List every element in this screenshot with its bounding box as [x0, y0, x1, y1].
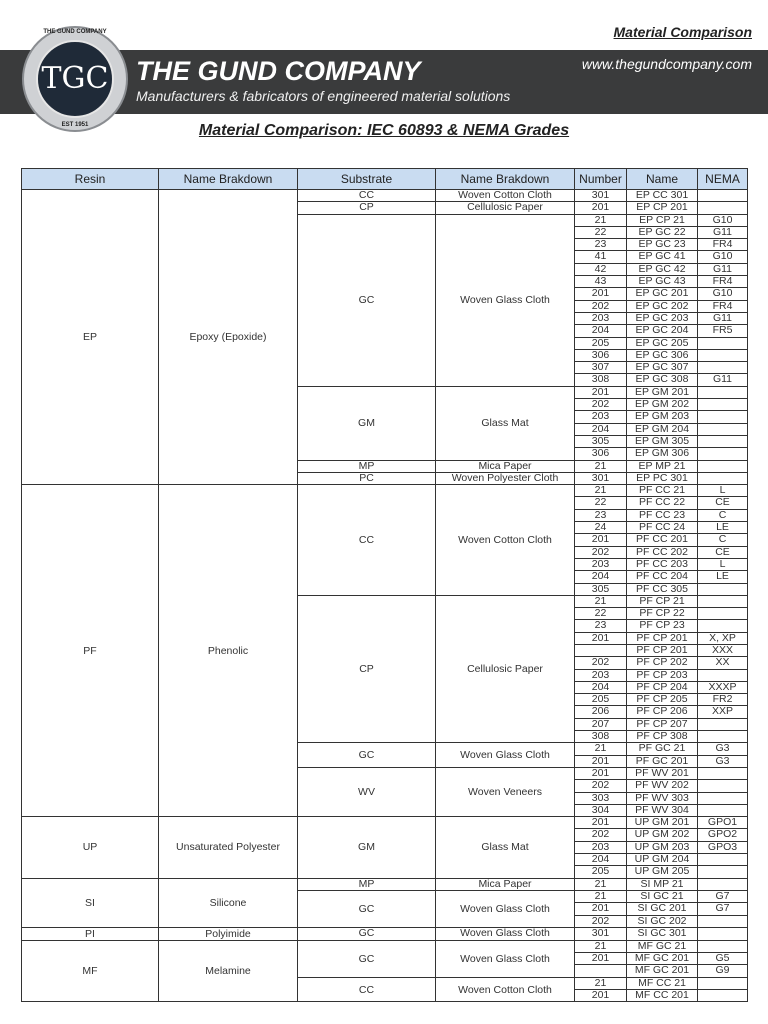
number-cell: 202 [575, 399, 627, 411]
nema-grade-cell [698, 583, 748, 595]
nema-grade-cell: FR2 [698, 694, 748, 706]
company-logo [22, 26, 128, 132]
nema-grade-cell: CE [698, 546, 748, 558]
grade-name-cell: PF CC 24 [627, 522, 698, 534]
number-cell: 22 [575, 497, 627, 509]
table-header-row [22, 169, 748, 190]
number-cell: 22 [575, 608, 627, 620]
substrate-name-cell: Woven Cotton Cloth [436, 485, 575, 596]
substrate-name-cell: Woven Cotton Cloth [436, 190, 575, 202]
grade-name-cell: PF CP 205 [627, 694, 698, 706]
nema-grade-cell [698, 460, 748, 472]
number-cell: 205 [575, 694, 627, 706]
nema-grade-cell: G11 [698, 312, 748, 324]
grade-name-cell: EP GC 308 [627, 374, 698, 386]
number-cell [575, 644, 627, 656]
nema-grade-cell: GPO2 [698, 829, 748, 841]
table-body [22, 190, 748, 1002]
nema-grade-cell: CE [698, 497, 748, 509]
nema-grade-cell: FR4 [698, 276, 748, 288]
number-cell: 202 [575, 780, 627, 792]
resin-code-cell: PI [22, 927, 159, 940]
number-cell: 43 [575, 276, 627, 288]
substrate-code-cell: CC [298, 485, 436, 596]
nema-grade-cell: G10 [698, 288, 748, 300]
nema-grade-cell: FR4 [698, 300, 748, 312]
grade-name-cell: PF WV 202 [627, 780, 698, 792]
grade-name-cell: PF GC 201 [627, 755, 698, 767]
nema-grade-cell [698, 448, 748, 460]
number-cell: 206 [575, 706, 627, 718]
substrate-code-cell: CC [298, 190, 436, 202]
nema-grade-cell [698, 435, 748, 447]
logo-ring-top-text: THE GUND COMPANY [43, 29, 107, 35]
nema-grade-cell: X, XP [698, 632, 748, 644]
resin-code-cell: UP [22, 817, 159, 878]
number-cell: 201 [575, 632, 627, 644]
resin-name-cell: Melamine [159, 940, 298, 1001]
grade-name-cell: PF CP 203 [627, 669, 698, 681]
nema-grade-cell: FR4 [698, 239, 748, 251]
nema-grade-cell [698, 866, 748, 878]
substrate-code-cell: GM [298, 817, 436, 878]
nema-grade-cell [698, 767, 748, 779]
number-cell: 201 [575, 953, 627, 965]
number-cell [575, 965, 627, 977]
grade-name-cell: PF WV 303 [627, 792, 698, 804]
nema-grade-cell: G3 [698, 755, 748, 767]
grade-name-cell: PF CC 23 [627, 509, 698, 521]
grade-name-cell: EP GC 205 [627, 337, 698, 349]
nema-grade-cell [698, 915, 748, 927]
grade-name-cell: EP GC 202 [627, 300, 698, 312]
grade-name-cell: MF GC 201 [627, 953, 698, 965]
nema-grade-cell [698, 940, 748, 952]
grade-name-cell: PF CP 21 [627, 595, 698, 607]
number-cell: 201 [575, 534, 627, 546]
number-cell: 202 [575, 300, 627, 312]
nema-grade-cell [698, 349, 748, 361]
number-cell: 203 [575, 312, 627, 324]
nema-grade-cell [698, 202, 748, 214]
number-cell: 202 [575, 546, 627, 558]
substrate-code-cell: GC [298, 940, 436, 977]
number-cell: 205 [575, 866, 627, 878]
nema-grade-cell: G11 [698, 374, 748, 386]
nema-grade-cell: G10 [698, 214, 748, 226]
grade-name-cell: PF GC 21 [627, 743, 698, 755]
resin-code-cell: MF [22, 940, 159, 1001]
nema-grade-cell [698, 472, 748, 484]
grade-name-cell: EP GC 22 [627, 226, 698, 238]
number-cell: 204 [575, 325, 627, 337]
nema-grade-cell [698, 190, 748, 202]
number-cell: 21 [575, 977, 627, 989]
grade-name-cell: PF CP 202 [627, 657, 698, 669]
grade-name-cell: SI MP 21 [627, 878, 698, 890]
number-cell: 306 [575, 349, 627, 361]
substrate-name-cell: Woven Glass Cloth [436, 743, 575, 768]
nema-grade-cell: XX [698, 657, 748, 669]
number-cell: 205 [575, 337, 627, 349]
number-cell: 23 [575, 509, 627, 521]
nema-grade-cell: LE [698, 571, 748, 583]
column-header-nema: NEMA [698, 169, 748, 190]
grade-name-cell: PF WV 201 [627, 767, 698, 779]
resin-name-cell: Phenolic [159, 485, 298, 817]
substrate-name-cell: Woven Cotton Cloth [436, 977, 575, 1002]
number-cell: 201 [575, 386, 627, 398]
grade-name-cell: EP GM 305 [627, 435, 698, 447]
material-comparison-table [21, 168, 748, 1002]
nema-grade-cell: GPO3 [698, 841, 748, 853]
grade-name-cell: PF CP 201 [627, 632, 698, 644]
substrate-code-cell: MP [298, 878, 436, 890]
number-cell: 202 [575, 915, 627, 927]
resin-name-cell: Silicone [159, 878, 298, 927]
column-header-substrate: Substrate [298, 169, 436, 190]
company-name: THE GUND COMPANY [136, 56, 421, 86]
column-header-resin: Resin [22, 169, 159, 190]
number-cell: 21 [575, 940, 627, 952]
nema-grade-cell: G7 [698, 890, 748, 902]
number-cell: 308 [575, 731, 627, 743]
grade-name-cell: PF CC 203 [627, 558, 698, 570]
number-cell: 201 [575, 755, 627, 767]
grade-name-cell: EP GM 204 [627, 423, 698, 435]
grade-name-cell: EP GM 202 [627, 399, 698, 411]
number-cell: 201 [575, 817, 627, 829]
number-cell: 202 [575, 829, 627, 841]
number-cell: 307 [575, 362, 627, 374]
grade-name-cell: MF GC 21 [627, 940, 698, 952]
resin-code-cell: EP [22, 190, 159, 485]
nema-grade-cell: C [698, 509, 748, 521]
number-cell: 204 [575, 571, 627, 583]
number-cell: 21 [575, 743, 627, 755]
table-row [22, 940, 748, 952]
grade-name-cell: EP MP 21 [627, 460, 698, 472]
grade-name-cell: PF CP 207 [627, 718, 698, 730]
resin-name-cell: Polyimide [159, 927, 298, 940]
number-cell: 22 [575, 226, 627, 238]
company-tagline: Manufacturers & fabricators of engineered material solutions [136, 88, 511, 104]
nema-grade-cell [698, 878, 748, 890]
substrate-name-cell: Woven Polyester Cloth [436, 472, 575, 484]
grade-name-cell: PF WV 304 [627, 804, 698, 816]
nema-grade-cell [698, 620, 748, 632]
nema-grade-cell: G7 [698, 903, 748, 915]
nema-grade-cell: XXP [698, 706, 748, 718]
nema-grade-cell: G11 [698, 226, 748, 238]
table-row [22, 927, 748, 940]
number-cell: 201 [575, 903, 627, 915]
grade-name-cell: PF CC 202 [627, 546, 698, 558]
nema-grade-cell [698, 731, 748, 743]
grade-name-cell: SI GC 202 [627, 915, 698, 927]
number-cell: 24 [575, 522, 627, 534]
number-cell: 21 [575, 878, 627, 890]
grade-name-cell: SI GC 301 [627, 927, 698, 940]
grade-name-cell: PF CC 305 [627, 583, 698, 595]
grade-name-cell: UP GM 201 [627, 817, 698, 829]
number-cell: 305 [575, 435, 627, 447]
substrate-code-cell: PC [298, 472, 436, 484]
nema-grade-cell [698, 990, 748, 1002]
nema-grade-cell: LE [698, 522, 748, 534]
grade-name-cell: PF CC 204 [627, 571, 698, 583]
nema-grade-cell [698, 411, 748, 423]
nema-grade-cell: G5 [698, 953, 748, 965]
number-cell: 204 [575, 681, 627, 693]
header-top-label: Material Comparison [613, 24, 752, 40]
grade-name-cell: EP GC 307 [627, 362, 698, 374]
grade-name-cell: PF CC 22 [627, 497, 698, 509]
column-header-substrate-name: Name Brakdown [436, 169, 575, 190]
table-row [22, 190, 748, 202]
grade-name-cell: MF CC 21 [627, 977, 698, 989]
grade-name-cell: PF CP 204 [627, 681, 698, 693]
number-cell: 23 [575, 239, 627, 251]
nema-grade-cell [698, 854, 748, 866]
grade-name-cell: EP GC 201 [627, 288, 698, 300]
number-cell: 207 [575, 718, 627, 730]
column-header-number: Number [575, 169, 627, 190]
grade-name-cell: EP PC 301 [627, 472, 698, 484]
number-cell: 204 [575, 423, 627, 435]
substrate-code-cell: GC [298, 927, 436, 940]
nema-grade-cell: XXXP [698, 681, 748, 693]
number-cell: 203 [575, 669, 627, 681]
grade-name-cell: PF CP 308 [627, 731, 698, 743]
grade-name-cell: MF CC 201 [627, 990, 698, 1002]
nema-grade-cell: L [698, 485, 748, 497]
number-cell: 21 [575, 595, 627, 607]
nema-grade-cell: FR5 [698, 325, 748, 337]
grade-name-cell: EP GM 203 [627, 411, 698, 423]
grade-name-cell: PF CP 22 [627, 608, 698, 620]
number-cell: 301 [575, 927, 627, 940]
number-cell: 23 [575, 620, 627, 632]
number-cell: 304 [575, 804, 627, 816]
substrate-code-cell: CP [298, 202, 436, 214]
logo-ring-bottom-text: EST 1951 [61, 122, 89, 128]
grade-name-cell: EP GM 306 [627, 448, 698, 460]
logo-monogram: TGC [36, 40, 114, 118]
grade-name-cell: PF CP 201 [627, 644, 698, 656]
grade-name-cell: PF CP 23 [627, 620, 698, 632]
substrate-name-cell: Woven Veneers [436, 767, 575, 816]
nema-grade-cell [698, 399, 748, 411]
number-cell: 42 [575, 263, 627, 275]
number-cell: 201 [575, 767, 627, 779]
table-row [22, 817, 748, 829]
number-cell: 203 [575, 558, 627, 570]
grade-name-cell: EP GC 23 [627, 239, 698, 251]
nema-grade-cell [698, 362, 748, 374]
grade-name-cell: PF CC 201 [627, 534, 698, 546]
table-row [22, 485, 748, 497]
nema-grade-cell [698, 423, 748, 435]
column-header-resin-name: Name Brakdown [159, 169, 298, 190]
nema-grade-cell: XXX [698, 644, 748, 656]
grade-name-cell: EP GC 42 [627, 263, 698, 275]
nema-grade-cell: C [698, 534, 748, 546]
number-cell: 21 [575, 890, 627, 902]
number-cell: 204 [575, 854, 627, 866]
grade-name-cell: UP GM 202 [627, 829, 698, 841]
number-cell: 301 [575, 190, 627, 202]
substrate-code-cell: CC [298, 977, 436, 1002]
grade-name-cell: UP GM 203 [627, 841, 698, 853]
number-cell: 203 [575, 841, 627, 853]
number-cell: 41 [575, 251, 627, 263]
number-cell: 21 [575, 485, 627, 497]
number-cell: 203 [575, 411, 627, 423]
column-header-name: Name [627, 169, 698, 190]
substrate-name-cell: Glass Mat [436, 817, 575, 878]
resin-name-cell: Unsaturated Polyester [159, 817, 298, 878]
number-cell: 21 [575, 214, 627, 226]
number-cell: 301 [575, 472, 627, 484]
nema-grade-cell [698, 927, 748, 940]
nema-grade-cell [698, 792, 748, 804]
number-cell: 21 [575, 460, 627, 472]
grade-name-cell: UP GM 204 [627, 854, 698, 866]
substrate-name-cell: Glass Mat [436, 386, 575, 460]
number-cell: 306 [575, 448, 627, 460]
grade-name-cell: EP CP 21 [627, 214, 698, 226]
number-cell: 308 [575, 374, 627, 386]
grade-name-cell: EP CC 301 [627, 190, 698, 202]
grade-name-cell: PF CP 206 [627, 706, 698, 718]
grade-name-cell: SI GC 21 [627, 890, 698, 902]
substrate-code-cell: GM [298, 386, 436, 460]
substrate-name-cell: Woven Glass Cloth [436, 890, 575, 927]
grade-name-cell: UP GM 205 [627, 866, 698, 878]
substrate-code-cell: GC [298, 890, 436, 927]
nema-grade-cell: G11 [698, 263, 748, 275]
substrate-name-cell: Woven Glass Cloth [436, 927, 575, 940]
number-cell: 201 [575, 990, 627, 1002]
nema-grade-cell [698, 608, 748, 620]
substrate-code-cell: MP [298, 460, 436, 472]
grade-name-cell: EP GC 43 [627, 276, 698, 288]
grade-name-cell: EP GC 203 [627, 312, 698, 324]
substrate-name-cell: Woven Glass Cloth [436, 214, 575, 386]
substrate-name-cell: Cellulosic Paper [436, 202, 575, 214]
nema-grade-cell [698, 804, 748, 816]
resin-code-cell: PF [22, 485, 159, 817]
number-cell: 202 [575, 657, 627, 669]
nema-grade-cell: G3 [698, 743, 748, 755]
substrate-name-cell: Woven Glass Cloth [436, 940, 575, 977]
resin-code-cell: SI [22, 878, 159, 927]
substrate-code-cell: WV [298, 767, 436, 816]
nema-grade-cell [698, 669, 748, 681]
nema-grade-cell [698, 337, 748, 349]
nema-grade-cell [698, 595, 748, 607]
substrate-code-cell: CP [298, 595, 436, 743]
nema-grade-cell: G10 [698, 251, 748, 263]
nema-grade-cell: G9 [698, 965, 748, 977]
number-cell: 303 [575, 792, 627, 804]
nema-grade-cell: GPO1 [698, 817, 748, 829]
substrate-code-cell: GC [298, 743, 436, 768]
grade-name-cell: PF CC 21 [627, 485, 698, 497]
substrate-name-cell: Mica Paper [436, 878, 575, 890]
number-cell: 201 [575, 288, 627, 300]
nema-grade-cell [698, 780, 748, 792]
substrate-name-cell: Cellulosic Paper [436, 595, 575, 743]
grade-name-cell: SI GC 201 [627, 903, 698, 915]
grade-name-cell: MF GC 201 [627, 965, 698, 977]
table-row [22, 878, 748, 890]
grade-name-cell: EP CP 201 [627, 202, 698, 214]
company-website: www.thegundcompany.com [581, 56, 752, 72]
grade-name-cell: EP GC 41 [627, 251, 698, 263]
substrate-code-cell: GC [298, 214, 436, 386]
grade-name-cell: EP GC 306 [627, 349, 698, 361]
number-cell: 305 [575, 583, 627, 595]
grade-name-cell: EP GC 204 [627, 325, 698, 337]
nema-grade-cell: L [698, 558, 748, 570]
nema-grade-cell [698, 718, 748, 730]
document-title: Material Comparison: IEC 60893 & NEMA Grades [198, 122, 570, 139]
number-cell: 201 [575, 202, 627, 214]
substrate-name-cell: Mica Paper [436, 460, 575, 472]
grade-name-cell: EP GM 201 [627, 386, 698, 398]
nema-grade-cell [698, 977, 748, 989]
nema-grade-cell [698, 386, 748, 398]
resin-name-cell: Epoxy (Epoxide) [159, 190, 298, 485]
